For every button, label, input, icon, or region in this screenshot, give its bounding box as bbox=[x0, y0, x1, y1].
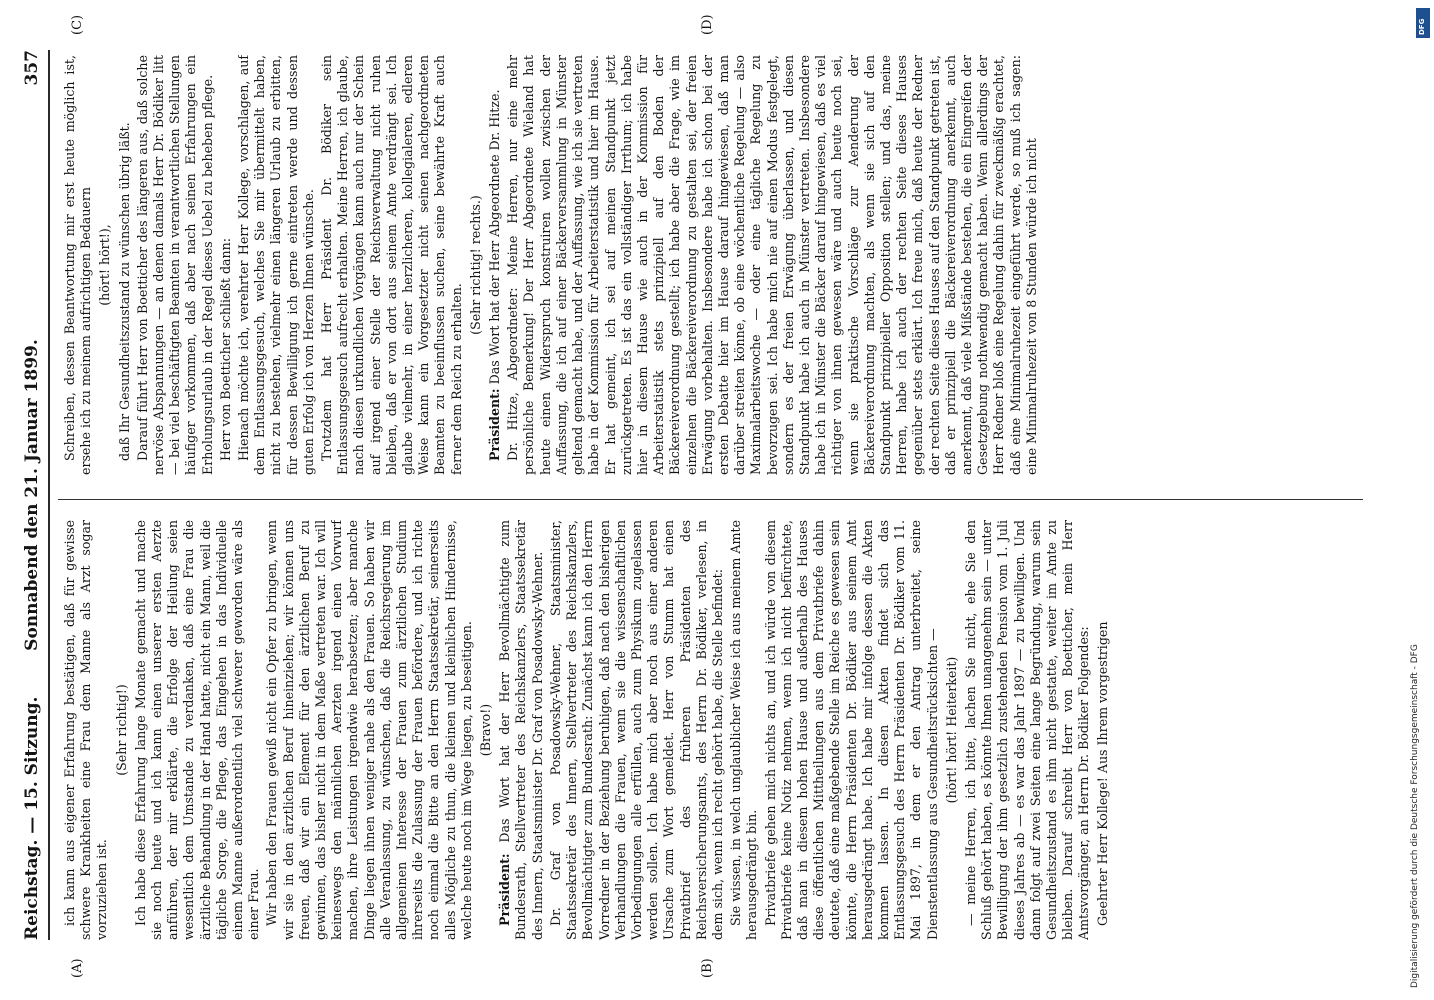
marker-d: (D) bbox=[700, 14, 715, 35]
speaker-text: Das Wort hat der Herr Abgeordnete Dr. Hitze. bbox=[487, 89, 503, 389]
header-left: Reichstag. — 15. Sitzung. bbox=[22, 696, 42, 940]
interjection: (Bravo!) bbox=[478, 703, 494, 757]
page-number: 357 bbox=[22, 50, 42, 86]
paragraph: Privatbriefe gehen mich nichts an, und ich würde von diesem Privatbriefe keine Notiz nehmen, wenn ich nicht befürchtete, daß man in diesem hohen Hause und außerhalb des Hauses diese öffentlichen Mittheilungen aus dem Privatbriefe dahin deutete, daß eine maßgebende Stelle im Reiche es gewesen sein könnte, die Herrn Präsidenten Dr. Bödiker aus seinem Amt herausgedrängt habe. Ich habe mir infolge dessen die Akten kommen lassen. In diesen Akten findet sich das Entlassungsgesuch des Herrn Präsidenten Dr. Bödiker vom 11. Mai 1897, in dem er den Antrag unterbreitet, seine Dienstentlassung aus Gesundheitsrücksichten — bbox=[762, 520, 940, 940]
paragraph: Schreiben, dessen Beantwortung mir erst heute möglich ist, ersehe ich zu meinem aufrichtigen Bedauern bbox=[62, 55, 94, 475]
speaker-paragraph bbox=[487, 55, 503, 475]
paragraph: daß Ihr Gesundheitszustand zu wünschen übrig läßt. bbox=[116, 122, 132, 461]
paragraph: — meine Herren, ich bitte, lachen Sie nicht, ehe Sie den Schluß gehört haben, es könnte Ihnen unangenehm sein — unter Bewilligung der ihm gesetzlich zustehenden Pension vom 1. Juli dieses Jahres ab — es war das Jahr 1897 — zu bewilligen. Und dann folgt auf zwei Seiten eine lange Begründung, warum sein Gesundheitszustand es ihm nicht gestatte, weiter im Amte zu bleiben. Darauf schreibt Herr von Boetticher, mein Herr Amtsvorgänger, an Herrn Dr. Bödiker Folgendes: bbox=[962, 520, 1092, 940]
paragraph: Dr. Hitze, Abgeordneter: Meine Herren, nur eine mehr persönliche Bemerkung! Der Herr Abgeordnete Wieland hat heute einen Widerspruch konstruiren wollen zwischen der Auffassung, die ich auf einer Bäckerversammlung in Münster geltend gemacht habe, und der Auffassung, wie ich sie vertreten habe in der Kommission für Arbeiterstatistik und hier im Hause. Er hat gemeint, ich sei auf meinen Standpunkt jetzt zurückgetreten. Es ist das ein vollständiger Irrthum; ich habe hier in diesem Hause wie auch in der Kommission für Arbeiterstatistik stets prinzipiell auf den Boden der Bäckereiverordnung gestellt; ich habe aber die Frage, wie im einzelnen die Bäckereiverordnung zu gestalten sei, der freien Erwägung vorbehalten. Insbesondere habe ich schon bei der ersten Debatte hier im Hause darauf hingewiesen, daß man darüber streiten könne, ob eine wöchentliche Regelung — also Maximalarbeitswoche — oder eine tägliche Regelung zu bevorzugen sei. Ich habe mich nie auf einen Modus festgelegt, sondern es der freien Erwägung überlassen, und diesen Standpunkt habe ich auch in Münster vertreten. Insbesondere habe ich in Münster die Bäcker darauf hingewiesen, daß es viel richtiger von ihnen gewesen wäre und auch heute noch sei, wenn sie praktische Vorschläge zur Aenderung der Bäckereiverordnung machten, als wenn sie sich auf den Standpunkt prinzipieller Opposition stellen; und das, meine Herren, habe ich auch der rechten Seite dieses Hauses gegenüber stets erklärt. Ich freue mich, daß heute der Redner der rechten Seite dieses Hauses auf den Standpunkt getreten ist, daß er prinzipiell die Bäckereiverordnung anerkennt, auch anerkennt, daß viele Mißstände bestehen, die ein Eingreifen der Gesetzgebung nothwendig gemacht haben. Wenn allerdings der Herr Redner bloß eine Regelung dahin für zweckmäßig erachtet, daß eine Minimalruhezeit eingeführt werde, so muß ich sagen: eine Minimalruhezeit von 8 Stunden würde ich nicht bbox=[505, 55, 1039, 475]
interjection: (hört! hört! Heiterkeit) bbox=[943, 656, 959, 804]
speaker-name: Präsident: bbox=[487, 388, 503, 461]
digitization-note-text: Digitalisierung gefördert durch die Deutsche Forschungsgemeinschaft - DFG bbox=[1410, 644, 1420, 988]
paragraph: Wir haben den Frauen gewiß nicht ein Opfer zu bringen, wenn wir sie in den ärztlichen Beruf hineinziehen; wir können uns freuen, daß wir ein Element für den ärztlichen Beruf zu gewinnen, das bisher nicht in dem Maße vertreten war. Ich will keineswegs den männlichen Aerzten irgend einen Vorwurf machen, ihre Leistungen irgendwie herabsetzen; aber manche Dinge liegen ihnen weniger nahe als den Frauen. So haben wir alle Veranlassung, zu wünschen, daß die Reichsregierung im allgemeinen Interesse der Frauen zum ärztlichen Studium ihrerseits die Zulassung der Frauen befördere, und ich richte noch einmal die Bitte an den Herrn Staatssekretär, seinerseits alles Mögliche zu thun, die kleinen und kleinlichen Hindernisse, welche heute noch im Wege liegen, zu beseitigen. bbox=[264, 520, 474, 940]
speaker-paragraph bbox=[497, 520, 546, 940]
paragraph: Sie wissen, in welch unglaublicher Weise ich aus meinem Amte herausgedrängt bin. bbox=[728, 520, 760, 940]
paragraph: Darauf führt Herr von Boetticher des längeren aus, daß solche nervöse Abspannungen — an denen damals Herr Dr. Bödiker litt — bei viel beschäftigten Beamten in verantwortlichen Stellungen häufiger vorkommen, daß aber nach seinen Erfahrungen ein Erholungsurlaub in der Regel dieses Uebel zu beheben pflege. bbox=[134, 55, 215, 475]
page-header bbox=[18, 50, 50, 940]
marker-c: (C) bbox=[70, 14, 85, 35]
paragraph: Dr. Graf von Posadowsky-Wehner, Staatsminister, Staatssekretär des Innern, Stellvertreter des Reichskanzlers, Bevollmächtigter zum Bundesrath: Zunächst kann ich den Herrn Vorredner in der Beziehung beruhigen, daß nach den bisherigen Verhandlungen die Frauen, wenn sie die wissenschaftlichen Vorbedingungen alle erfüllen, auch zum Physikum zugelassen werden sollen. Ich habe mich aber noch aus einer anderen Ursache zum Wort gemeldet. Herr von Stumm hat einen Privatbrief des früheren Präsidenten des Reichsversicherungsamts, des Herrn Dr. Bödiker, verlesen, in dem sich, wenn ich recht gehört habe, die Stelle befindet: bbox=[547, 520, 725, 940]
marker-b: (B) bbox=[700, 958, 715, 978]
paragraph: Ich habe diese Erfahrung lange Monate gemacht und mache sie noch heute und ich kann einen unserer ersten Aerzte anführen, der mir erklärte, die Erfolge der Heilung seien wesentlich dem Umstande zu verdanken, daß eine Frau die ärztliche Behandlung in der Hand hatte, nicht ein Mann, weil die tägliche Sorge, die Pflege, das Eingehen in das Individuelle einem Manne außerordentlich viel schwerer geworden wäre als einer Frau. bbox=[132, 520, 262, 940]
column-divider bbox=[58, 499, 1363, 500]
header-date: Sonnabend den 21. Januar 1899. bbox=[22, 339, 42, 651]
marker-a: (A) bbox=[70, 958, 85, 978]
paragraph: Hienach möchte ich, verehrter Herr Kollege, vorschlagen, auf dem Entlassungsgesuch, welches Sie mir übermittelt haben, nicht zu bestehen, vielmehr einen längeren Urlaub zu erbitten, für dessen Bewilligung ich gerne eintreten werde und dessen guten Erfolg ich von Herzen Ihnen wünsche. bbox=[236, 55, 316, 475]
interjection: (Sehr richtig!) bbox=[113, 684, 129, 776]
paragraph: ich kann aus eigener Erfahrung bestätigen, daß für gewisse schwere Krankheiten eine Frau dem Manne als Arzt sogar vorzuziehen ist. bbox=[62, 520, 110, 940]
right-column bbox=[62, 55, 1362, 475]
interjection: (hört! hört!), bbox=[97, 224, 113, 306]
interjection: (Sehr richtig! rechts.) bbox=[467, 195, 483, 335]
paragraph: Geehrter Herr Kollege! Aus Ihrem vorgestrigen bbox=[1094, 621, 1110, 926]
left-column bbox=[62, 520, 1362, 940]
paragraph: Herr von Boetticher schließt dann: bbox=[217, 237, 233, 461]
dfg-logo-text: DFG bbox=[1418, 18, 1426, 35]
speaker-text: Das Wort hat der Herr Bevollmächtigte zum Bundesrath, Stellvertreter des Reichskanzlers, Staatssekretär des Innern, Staatsminister Dr. Graf von Posadowsky-Wehner. bbox=[497, 520, 545, 940]
digitization-note bbox=[1410, 12, 1430, 988]
paragraph: Trotzdem hat Herr Präsident Dr. Bödiker sein Entlassungsgesuch aufrecht erhalten. Meine Herren, ich glaube, nach diesen urkundlichen Vorgängen kann auch nur der Schein auf irgend einer Stelle der Reichsverwaltung nicht ruhen bleiben, daß er von dort aus seinem Amte verdrängt sei. Ich glaube vielmehr, in einer herzlicheren, kollegialeren, edleren Weise kann ein Vorgesetzter nicht seinen nachgeordneten Beamten zu beeinflussen suchen, seine bewährte Kraft auch ferner dem Reich zu erhalten. bbox=[319, 55, 464, 475]
speaker-name: Präsident: bbox=[497, 853, 513, 926]
